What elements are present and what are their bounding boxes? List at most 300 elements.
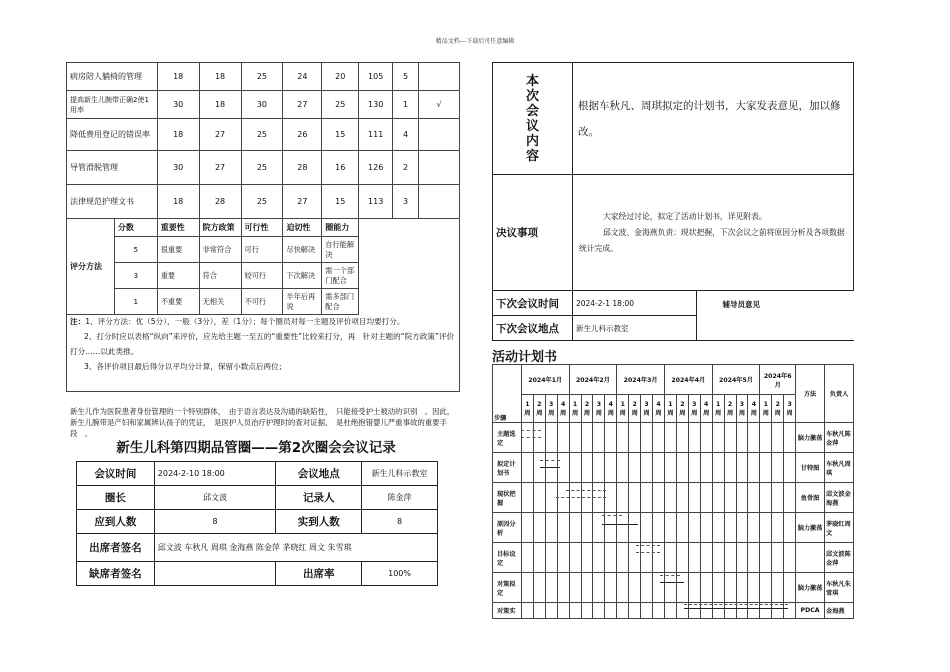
score-cell: √ (419, 91, 460, 119)
month-header: 2024年6月 (760, 365, 796, 395)
gantt-cell (653, 453, 665, 483)
gantt-cell (641, 573, 653, 603)
gantt-cell (664, 423, 676, 453)
gantt-cell (772, 543, 784, 573)
gantt-cell (533, 483, 545, 513)
gantt-bar (602, 524, 638, 525)
method-cell: 需多部门配合 (322, 289, 359, 315)
note-1: 1、评分方法：优（5分），一般（3分），差（1分）；每个圈员对每一主题及评价项目均要打分。 (85, 317, 405, 326)
gantt-bar (636, 545, 660, 546)
step-owner: 邱文波金海燕 (825, 483, 854, 513)
meeting-content: 根据车秋凡、周琪拟定的计划书，大家发表意见，加以修改。 (572, 63, 853, 175)
gantt-cell (533, 543, 545, 573)
week-char: 周 (726, 409, 734, 417)
week-number: 1 (572, 400, 578, 408)
step-owner: 车秋凡陈金萍 (825, 423, 854, 453)
week-number: 2 (632, 400, 637, 408)
gantt-cell (629, 423, 641, 453)
method-cell: 半年后再说 (283, 289, 322, 315)
recorder-label: 记录人 (276, 486, 362, 510)
week-char: 周 (679, 409, 686, 417)
gantt-cell (688, 453, 700, 483)
gantt-bar (684, 604, 788, 605)
meeting-info-table (76, 461, 438, 586)
gantt-cell (545, 573, 557, 603)
gantt-cell (700, 543, 712, 573)
gantt-cell (748, 483, 760, 513)
week-number: 2 (584, 400, 590, 408)
week-number: 1 (763, 400, 768, 408)
week-char: 周 (786, 409, 793, 417)
next-time-label: 下次会议时间 (493, 291, 573, 316)
gantt-cell (641, 423, 653, 453)
gantt-cell (653, 573, 665, 603)
step-method: 鱼骨图 (796, 483, 825, 513)
gantt-cell (629, 573, 641, 603)
gantt-cell (712, 543, 724, 573)
score-cell: 18 (199, 91, 241, 119)
score-cell: 27 (283, 185, 322, 219)
step-method: 脑力激荡 (796, 513, 825, 543)
step-header: 步骤 (493, 365, 522, 423)
decision-cell (572, 175, 853, 291)
gantt-cell (545, 603, 557, 619)
gantt-cell (760, 543, 772, 573)
time-label: 会议时间 (77, 462, 155, 486)
score-cell (419, 63, 460, 91)
gantt-bar (521, 430, 541, 431)
gantt-cell (581, 423, 593, 453)
week-char: 周 (548, 409, 555, 417)
gantt-cell (533, 573, 545, 603)
score-cell: 16 (322, 151, 359, 185)
note-3: 3、各评价项目最后得分以平均分计算，保留小数点后两位； (84, 362, 287, 371)
method-cell: 需一个部门配合 (322, 263, 359, 289)
gantt-cell (772, 573, 784, 603)
step-method (796, 543, 825, 573)
step-method: PDCA (796, 603, 825, 619)
gantt-cell (521, 543, 533, 573)
gantt-cell (700, 453, 712, 483)
method-cell: 非常符合 (199, 237, 241, 263)
gantt-cell (605, 543, 617, 573)
gantt-bar (660, 582, 684, 583)
gantt-cell (581, 453, 593, 483)
method-cell: 下次解决 (283, 263, 322, 289)
step-name: 目标设定 (493, 543, 522, 573)
score-cell: 1 (393, 91, 419, 119)
week-number: 4 (704, 400, 709, 408)
gantt-cell (736, 423, 748, 453)
week-char: 周 (560, 409, 567, 417)
absent-signatures (154, 562, 276, 586)
gantt-cell (641, 483, 653, 513)
step-name: 对策拟定 (493, 573, 522, 603)
scoring-notes (66, 312, 460, 392)
method-header: 方法 (796, 365, 825, 423)
gantt-cell (760, 423, 772, 453)
week-number: 3 (644, 400, 649, 408)
gantt-cell (605, 483, 617, 513)
gantt-bar (660, 575, 680, 576)
week-char: 周 (536, 409, 543, 417)
advisor-label: 辅导员意见 (696, 291, 853, 341)
week-cell (664, 395, 676, 423)
actual-label: 实到人数 (276, 510, 362, 534)
gantt-cell (736, 513, 748, 543)
decision-2: 邱文波、金海燕负责：现状把握，下次会议之前将原因分析及各项数据统计完成。 (578, 227, 845, 253)
score-cell: 3 (393, 185, 419, 219)
gantt-cell (688, 573, 700, 603)
actual-count: 8 (362, 510, 438, 534)
score-cell: 130 (359, 91, 393, 119)
method-cell: 不重要 (157, 289, 199, 315)
gantt-cell (760, 453, 772, 483)
gantt-cell (736, 543, 748, 573)
gantt-cell (676, 543, 688, 573)
gantt-cell (605, 423, 617, 453)
method-cell: 尽快解决 (283, 237, 322, 263)
gantt-cell (772, 483, 784, 513)
week-number: 4 (656, 400, 661, 408)
week-number: 3 (787, 400, 792, 408)
topic-cell: 法律规范护理文书 (67, 185, 158, 219)
gantt-cell (712, 453, 724, 483)
gantt-cell (617, 423, 629, 453)
score-cell: 5 (393, 63, 419, 91)
score-cell: 25 (241, 119, 283, 151)
gantt-cell (545, 423, 557, 453)
gantt-cell (676, 453, 688, 483)
gantt-cell (593, 603, 605, 619)
score-cell (419, 185, 460, 219)
score-cell: 30 (157, 91, 199, 119)
week-number: 2 (537, 400, 542, 408)
week-char: 周 (715, 409, 722, 417)
month-header: 2024年3月 (617, 365, 665, 395)
gantt-cell (617, 483, 629, 513)
gantt-bar (540, 467, 560, 468)
topic-score-table (66, 62, 460, 315)
week-cell (605, 395, 617, 423)
week-char: 周 (524, 409, 531, 417)
week-number: 3 (549, 400, 554, 408)
topic-cell: 导管滑脱管理 (67, 151, 158, 185)
meeting-minutes-table (492, 62, 854, 341)
score-cell: 25 (322, 91, 359, 119)
plan-title: 活动计划书 (492, 350, 558, 365)
week-char: 周 (571, 409, 579, 417)
week-cell (521, 395, 533, 423)
gantt-cell (629, 543, 641, 573)
method-label: 评分方法 (67, 219, 115, 315)
gantt-cell (521, 483, 533, 513)
gantt-cell (688, 513, 700, 543)
gantt-cell (676, 423, 688, 453)
method-header-cell: 分数 (114, 219, 157, 237)
month-row (493, 365, 854, 395)
method-cell: 较可行 (241, 263, 283, 289)
gantt-cell (653, 423, 665, 453)
week-cell (736, 395, 748, 423)
gantt-cell (629, 483, 641, 513)
step-owner: 茅晓红周文 (825, 513, 854, 543)
expected-label: 应到人数 (77, 510, 155, 534)
meeting-time: 2024-2-10 18:00 (154, 462, 276, 486)
week-cell (748, 395, 760, 423)
gantt-cell (653, 543, 665, 573)
intro-paragraph: 新生儿作为医院患者身份管理的一个特别群体， 由于语言表达及沟通的缺陷性， 只能接受护士被动的识别 。因此， 新生儿腕带是产妇和家属辨认孩子的凭证， 是医护人员治疗护理时的查对证据， 是杜绝抱错婴儿严重事故的重要手段 。 (70, 407, 459, 438)
gantt-cell (629, 513, 641, 543)
week-cell (629, 395, 641, 423)
gantt-cell (521, 573, 533, 603)
week-char: 周 (667, 409, 674, 417)
score-row (67, 185, 460, 219)
gantt-cell (772, 453, 784, 483)
gantt-cell (736, 453, 748, 483)
gantt-cell (593, 453, 605, 483)
gantt-cell (569, 603, 581, 619)
score-cell: 111 (359, 119, 393, 151)
week-number: 2 (775, 400, 780, 408)
step-owner: 邱文波陈金萍 (825, 543, 854, 573)
week-number: 3 (739, 400, 745, 408)
method-header-cell: 迫切性 (283, 219, 322, 237)
gantt-cell (748, 453, 760, 483)
leader-name: 邱文波 (154, 486, 276, 510)
gantt-cell (676, 513, 688, 543)
week-char: 周 (703, 409, 710, 417)
week-number: 4 (560, 400, 566, 408)
gantt-bar (636, 552, 660, 553)
score-cell: 20 (322, 63, 359, 91)
gantt-bar (566, 490, 606, 491)
gantt-cell (629, 453, 641, 483)
method-cell: 符合 (199, 263, 241, 289)
month-header: 2024年4月 (664, 365, 712, 395)
step-name: 主题选定 (493, 423, 522, 453)
method-header-cell: 圈能力 (322, 219, 359, 237)
absent-label: 缺席者签名 (77, 562, 155, 586)
score-cell: 24 (283, 63, 322, 91)
next-meeting-place: 新生儿科示教室 (572, 316, 696, 341)
gantt-cell (557, 513, 569, 543)
gantt-cell (617, 453, 629, 483)
method-header-cell: 院方政策 (199, 219, 241, 237)
gantt-cell (688, 423, 700, 453)
gantt-cell (593, 423, 605, 453)
step-owner: 车秋凡周琪 (825, 453, 854, 483)
gantt-cell (569, 513, 581, 543)
gantt-cell (533, 603, 545, 619)
method-cell: 重要 (157, 263, 199, 289)
gantt-cell (664, 483, 676, 513)
gantt-cell (664, 513, 676, 543)
gantt-bar (684, 608, 788, 609)
owner-header: 负责人 (825, 365, 854, 423)
score-cell: 26 (283, 119, 322, 151)
gantt-cell (581, 573, 593, 603)
week-cell (700, 395, 712, 423)
score-row (67, 119, 460, 151)
gantt-cell (605, 453, 617, 483)
score-cell (419, 151, 460, 185)
week-cell (784, 395, 796, 423)
gantt-cell (724, 513, 736, 543)
gantt-cell (617, 573, 629, 603)
step-method: 甘特图 (796, 453, 825, 483)
page-header: 精品文档---下载后可任意编辑 (435, 38, 515, 45)
step-name: 原因分析 (493, 513, 522, 543)
week-cell (760, 395, 772, 423)
plan-step-row (493, 603, 854, 619)
gantt-cell (521, 513, 533, 543)
gantt-cell (664, 603, 676, 619)
plan-step-row (493, 543, 854, 573)
method-header-cell: 重要性 (157, 219, 199, 237)
method-cell: 5 (114, 237, 157, 263)
score-cell: 15 (322, 119, 359, 151)
week-cell (712, 395, 724, 423)
gantt-cell (569, 453, 581, 483)
method-cell: 不可行 (241, 289, 283, 315)
gantt-cell (700, 573, 712, 603)
score-row (67, 91, 460, 119)
gantt-cell (521, 453, 533, 483)
meeting-title: 新生儿科第四期品管圈——第2次圈会会议记录 (116, 440, 396, 456)
note-2: 2、打分时应以表格“纵向”来评价，应先给主题一至五的“重要性”比较来打分，再 针对主题的“院方政策”评价打分……以此类推。 (70, 332, 455, 356)
week-number: 3 (596, 400, 602, 408)
gantt-cell (724, 423, 736, 453)
score-cell: 113 (359, 185, 393, 219)
plan-step-row (493, 513, 854, 543)
week-char: 周 (774, 409, 781, 417)
gantt-cell (557, 543, 569, 573)
gantt-cell (772, 423, 784, 453)
topic-cell: 提高新生儿腕带正确2使1用率 (67, 91, 158, 119)
expected-count: 8 (154, 510, 276, 534)
gantt-cell (712, 513, 724, 543)
plan-step-row (493, 423, 854, 453)
step-name: 拟定计划书 (493, 453, 522, 483)
week-number: 1 (668, 400, 673, 408)
decision-1: 大家经过讨论，拟定了活动计划书，详见附表。 (602, 211, 767, 221)
score-cell: 28 (199, 185, 241, 219)
notes-label: 注： (70, 317, 86, 326)
month-header: 2024年1月 (521, 365, 569, 395)
score-cell: 2 (393, 151, 419, 185)
week-char: 周 (607, 409, 614, 417)
score-cell: 28 (283, 151, 322, 185)
week-number: 4 (751, 400, 757, 408)
gantt-cell (664, 573, 676, 603)
step-name: 对策实 (493, 603, 522, 619)
week-cell (653, 395, 665, 423)
month-header: 2024年5月 (712, 365, 760, 395)
gantt-cell (676, 483, 688, 513)
gantt-bar (540, 460, 560, 461)
score-cell: 27 (199, 119, 241, 151)
gantt-cell (641, 543, 653, 573)
attendees-label: 出席者签名 (77, 534, 155, 562)
gantt-cell (748, 543, 760, 573)
gantt-cell (605, 573, 617, 603)
gantt-cell (629, 603, 641, 619)
week-number: 2 (727, 400, 733, 408)
gantt-cell (641, 513, 653, 543)
week-cell (688, 395, 700, 423)
gantt-cell (748, 423, 760, 453)
gantt-cell (736, 573, 748, 603)
week-cell (557, 395, 569, 423)
gantt-cell (700, 423, 712, 453)
gantt-cell (581, 513, 593, 543)
gantt-cell (784, 513, 796, 543)
gantt-cell (712, 573, 724, 603)
gantt-cell (760, 483, 772, 513)
gantt-cell (569, 573, 581, 603)
plan-step-row (493, 573, 854, 603)
gantt-cell (569, 423, 581, 453)
gantt-cell (664, 543, 676, 573)
week-char: 周 (762, 409, 769, 417)
gantt-cell (700, 513, 712, 543)
score-cell: 25 (241, 151, 283, 185)
attendance-rate: 100% (362, 562, 438, 586)
method-cell: 可行 (241, 237, 283, 263)
step-owner: 金海燕 (825, 603, 854, 619)
week-char: 周 (595, 409, 602, 417)
gantt-cell (641, 453, 653, 483)
gantt-cell (700, 483, 712, 513)
week-char: 周 (619, 409, 626, 417)
week-cell (581, 395, 593, 423)
gantt-cell (748, 573, 760, 603)
gantt-cell (784, 453, 796, 483)
week-char: 周 (655, 409, 662, 417)
week-number: 1 (620, 400, 625, 408)
gantt-cell (712, 423, 724, 453)
gantt-cell (593, 513, 605, 543)
gantt-cell (760, 573, 772, 603)
gantt-cell (688, 543, 700, 573)
recorder-name: 陈金萍 (362, 486, 438, 510)
gantt-cell (641, 603, 653, 619)
week-number: 2 (680, 400, 685, 408)
step-method: 脑力激荡 (796, 573, 825, 603)
score-cell: 15 (322, 185, 359, 219)
score-cell: 25 (241, 63, 283, 91)
gantt-cell (605, 513, 617, 543)
week-number: 3 (692, 400, 697, 408)
score-cell: 27 (283, 91, 322, 119)
gantt-cell (605, 603, 617, 619)
plan-step-row (493, 483, 854, 513)
gantt-cell (784, 483, 796, 513)
score-cell: 18 (157, 119, 199, 151)
gantt-cell (557, 603, 569, 619)
week-number: 1 (525, 400, 530, 408)
gantt-cell (581, 603, 593, 619)
week-cell (593, 395, 605, 423)
step-method: 脑力激荡 (796, 423, 825, 453)
gantt-cell (617, 513, 629, 543)
score-cell: 27 (199, 151, 241, 185)
step-name: 现状把握 (493, 483, 522, 513)
gantt-cell (760, 513, 772, 543)
gantt-cell (593, 543, 605, 573)
gantt-cell (617, 603, 629, 619)
